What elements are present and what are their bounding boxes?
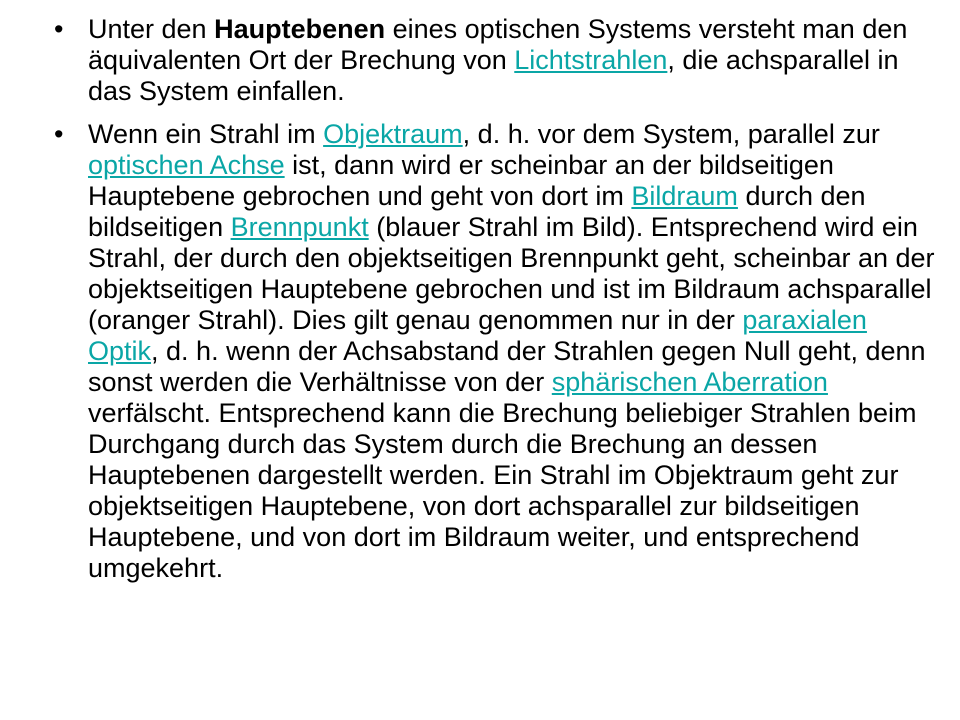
text-span: Wenn ein Strahl im <box>88 119 324 149</box>
link-sphaerische-aberration[interactable]: sphärischen Aberration <box>551 367 828 397</box>
bold-term-hauptebenen: Hauptebenen <box>214 14 386 44</box>
link-objektraum[interactable]: Objektraum <box>323 119 463 149</box>
link-optische-achse[interactable]: optischen Achse <box>88 150 285 180</box>
text-span: , d. h. wenn der Achsabstand der Strahlen gegen Null geht, denn sonst werden die Verhältnisse von der <box>88 336 926 397</box>
link-brennpunkt[interactable]: Brennpunkt <box>230 212 369 242</box>
text-span: verfälscht. Entsprechend kann die Brechung beliebiger Strahlen beim Durchgang durch das System durch die Brechung an dessen Hauptebenen dargestellt werden. Ein Strahl im Objektraum geht zur objektseitigen Hauptebene, von dort achsparallel zur bildseitigen Hauptebene, und von dort im Bildraum weiter, und entsprechend umgekehrt. <box>88 398 917 583</box>
bullet-dot-icon: • <box>54 14 64 44</box>
bullet-item-strahlverlauf <box>48 119 936 584</box>
text-span: , die achsparallel in das System einfallen. <box>88 45 899 106</box>
text-span: eines optischen Systems versteht man den äquivalenten Ort der Brechung von <box>88 14 908 75</box>
bullet-dot-icon: • <box>54 119 64 149</box>
text-span: Unter den <box>88 14 215 44</box>
text-span: (blauer Strahl im Bild). Entsprechend wird ein Strahl, der durch den objektseitigen Brennpunkt geht, scheinbar an der objektseitigen Hauptebene gebrochen und ist im Bildraum achsparallel (oranger Strahl). Dies gilt genau genommen nur in der <box>88 212 935 335</box>
link-lichtstrahlen[interactable]: Lichtstrahlen <box>514 45 668 75</box>
text-span: durch den bildseitigen <box>88 181 866 242</box>
text-span: , d. h. vor dem System, parallel zur <box>462 119 880 149</box>
bullet-list <box>48 14 936 584</box>
link-bildraum[interactable]: Bildraum <box>631 181 738 211</box>
link-paraxiale-optik[interactable]: paraxialen Optik <box>88 305 867 366</box>
bullet-item-hauptebenen-definition <box>48 14 936 107</box>
text-span: ist, dann wird er scheinbar an der bildseitigen Hauptebene gebrochen und geht von dort im <box>88 150 834 211</box>
